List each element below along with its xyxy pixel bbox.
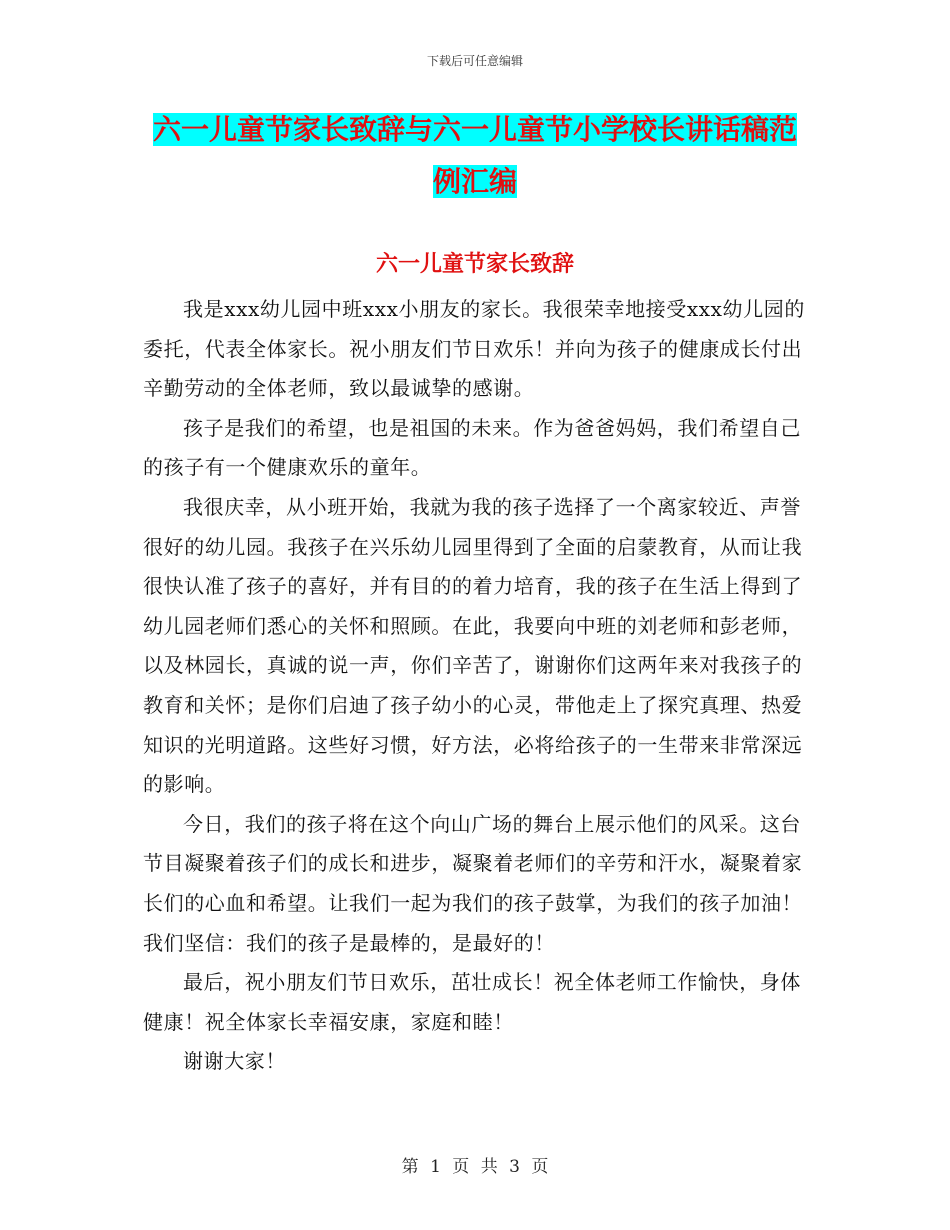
page-header-note: 下载后可任意编辑 — [426, 54, 523, 68]
page-number: 第 1 页 共 3 页 — [401, 1157, 549, 1177]
document-title-text: 六一儿童节家长致辞与六一儿童节小学校长讲话稿范例汇编 — [152, 113, 797, 198]
paragraph: 孩子是我们的希望，也是祖国的未来。作为爸爸妈妈，我们希望自己的孩子有一个健康欢乐的童年。 — [143, 415, 801, 480]
paragraph: 我是xxx幼儿园中班xxx小朋友的家长。我很荣幸地接受xxx幼儿园的委托，代表全体家长。祝小朋友们节日欢乐！并向为孩子的健康成长付出辛勤劳动的全体老师，致以最诚挚的感谢。 — [143, 297, 805, 401]
document-title — [140, 104, 810, 208]
document-body — [143, 290, 815, 1082]
paragraph: 谢谢大家！ — [183, 1049, 286, 1074]
paragraph: 今日，我们的孩子将在这个向山广场的舞台上展示他们的风采。这台节目凝聚着孩子们的成长和进步，凝聚着老师们的辛劳和汗水，凝聚着家长们的心血和希望。让我们一起为我们的孩子鼓掌，为我们的孩子加油！我们坚信：我们的孩子是最棒的，是最好的！ — [143, 811, 803, 955]
paragraph: 我很庆幸，从小班开始，我就为我的孩子选择了一个离家较近、声誉很好的幼儿园。我孩子在兴乐幼儿园里得到了全面的启蒙教育，从而让我很快认准了孩子的喜好，并有目的的着力培育，我的孩子在生活上得到了幼儿园老师们悉心的关怀和照顾。在此，我要向中班的刘老师和彭老师，以及林园长，真诚的说一声，你们辛苦了，谢谢你们这两年来对我孩子的教育和关怀；是你们启迪了孩子幼小的心灵，带他走上了探究真理、热爱知识的光明道路。这些好习惯，好方法，必将给孩子的一生带来非常深远的影响。 — [143, 494, 803, 797]
paragraph: 最后，祝小朋友们节日欢乐，茁壮成长！祝全体老师工作愉快，身体健康！祝全体家长幸福安康，家庭和睦！ — [143, 970, 801, 1034]
section-title: 六一儿童节家长致辞 — [375, 251, 574, 277]
